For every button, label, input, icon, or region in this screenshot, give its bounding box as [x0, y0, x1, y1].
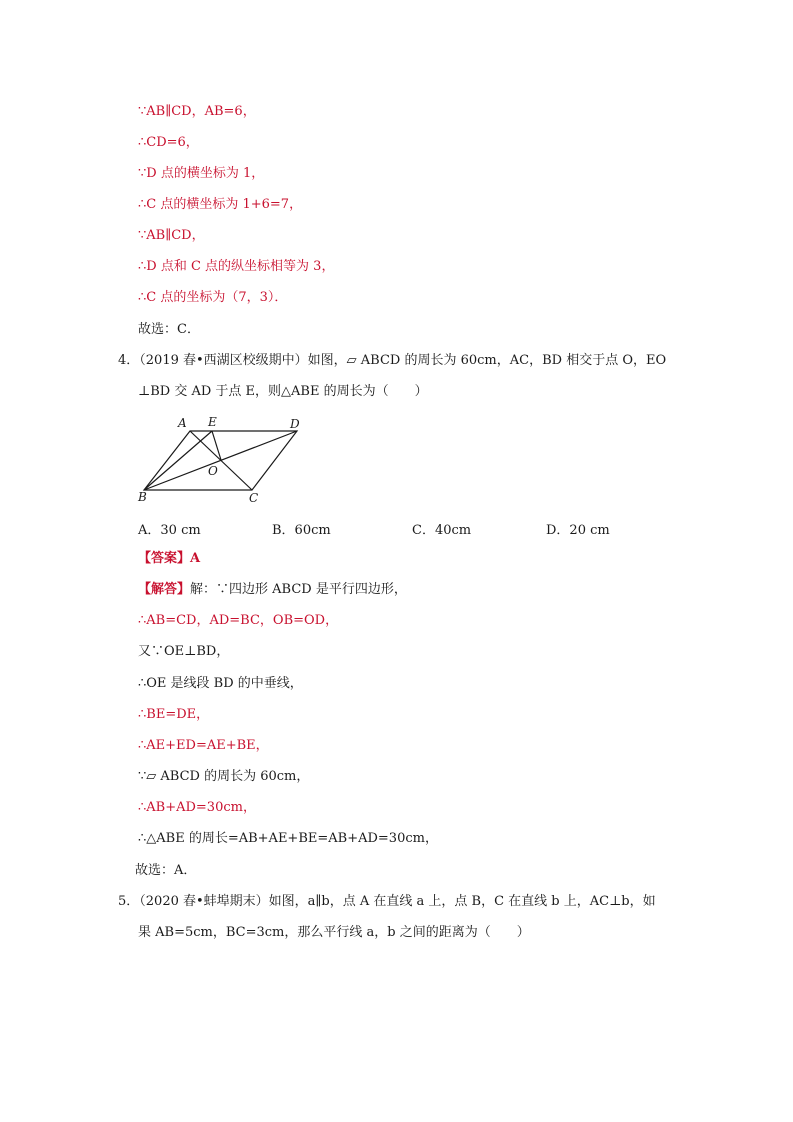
- sol3-line-2: ∴CD=6，: [138, 135, 199, 150]
- sol4-line-8: ∴△ABE 的周长=AB+AE+BE=AB+AD=30cm，: [138, 831, 438, 846]
- label-e: E: [208, 415, 217, 429]
- parallelogram-figure: [135, 410, 310, 510]
- sol4-line-6: ∵▱ ABCD 的周长为 60cm，: [138, 769, 310, 784]
- sol3-choice: 故选：C．: [138, 322, 200, 337]
- q4-option-c: C．40cm: [412, 523, 472, 538]
- q5-stem-line-1: 5．（2020 春•蚌埠期末）如图，a∥b，点 A 在直线 a 上，点 B，C 在直线 b 上，AC⊥b，如: [118, 894, 656, 909]
- sol3-line-4: ∴C 点的横坐标为 1+6=7，: [138, 197, 303, 212]
- solution-tag: 【解答】: [138, 582, 191, 597]
- label-c: C: [249, 491, 259, 505]
- q4-option-b: B．60cm: [272, 523, 331, 538]
- sol4-line-7: ∴AB+AD=30cm，: [138, 800, 256, 815]
- solution-first-line: 解：∵四边形 ABCD 是平行四边形，: [190, 582, 407, 597]
- solution-first-row: [138, 581, 407, 599]
- sol3-line-1: ∵AB∥CD，AB=6，: [138, 104, 256, 119]
- q4-option-a: A．30 cm: [138, 523, 201, 538]
- sol3-line-5: ∵AB∥CD，: [138, 228, 205, 243]
- answer-row: [138, 550, 200, 568]
- q4-option-d: D．20 cm: [546, 523, 610, 538]
- q4-stem-line-2: ⊥BD 交 AD 于点 E，则△ABE 的周长为（ ）: [138, 384, 428, 399]
- sol3-line-7: ∴C 点的坐标为（7，3）．: [138, 290, 288, 305]
- sol4-choice: 故选：A．: [135, 863, 197, 878]
- label-b: B: [138, 490, 147, 504]
- label-d: D: [290, 417, 300, 431]
- label-a: A: [178, 416, 187, 430]
- label-o: O: [208, 464, 218, 478]
- segment-be: [144, 431, 212, 490]
- sol4-line-3: ∴OE 是线段 BD 的中垂线，: [138, 676, 303, 691]
- sol4-line-5: ∴AE+ED=AE+BE，: [138, 738, 269, 753]
- sol3-line-3: ∵D 点的横坐标为 1，: [138, 166, 265, 181]
- sol4-line-1: ∴AB=CD，AD=BC，OB=OD，: [138, 613, 339, 628]
- sol4-line-2: 又∵OE⊥BD，: [138, 644, 230, 659]
- q4-stem-line-1: 4．（2019 春•西湖区校级期中）如图，▱ ABCD 的周长为 60cm，AC，BD 相交于点 O，EO: [118, 353, 667, 368]
- q5-stem-line-2: 果 AB=5cm，BC=3cm，那么平行线 a，b 之间的距离为（ ）: [138, 925, 530, 940]
- sol3-line-6: ∴D 点和 C 点的纵坐标相等为 3，: [138, 259, 335, 274]
- sol4-line-4: ∴BE=DE，: [138, 707, 210, 722]
- answer-value: A: [190, 551, 201, 566]
- answer-tag: 【答案】: [138, 551, 191, 566]
